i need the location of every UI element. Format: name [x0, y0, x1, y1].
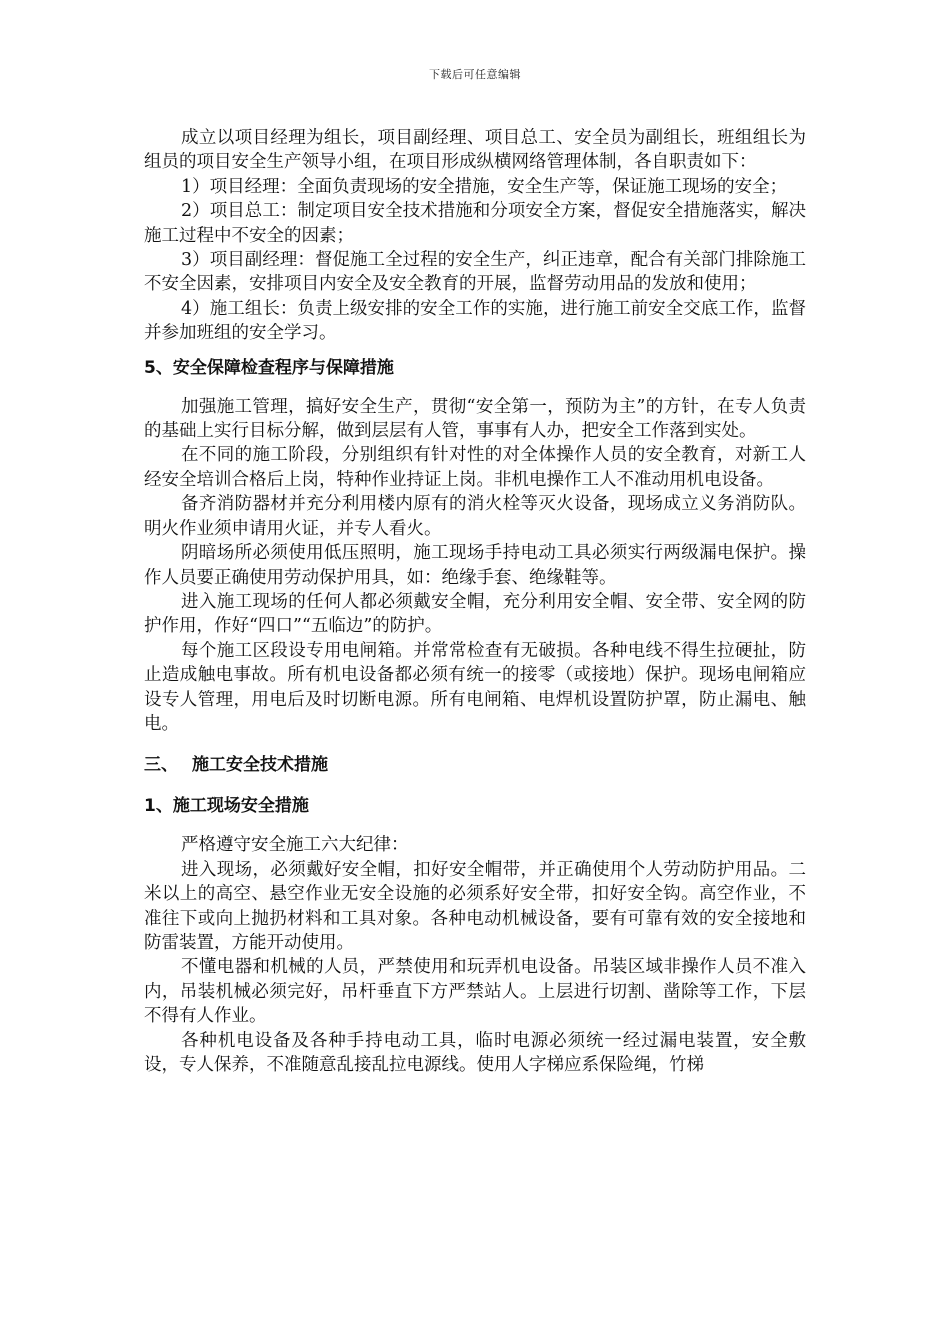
- body-paragraph: 进入施工现场的任何人都必须戴安全帽，充分利用安全帽、安全带、安全网的防护作用，作好“四口”“五临边”的防护。: [144, 591, 806, 637]
- body-paragraph: 每个施工区段设专用电闸箱。并常常检查有无破损。各种电线不得生拉硬扯，防止造成触电事故。所有机电设备都必须有统一的接零（或接地）保护。现场电闸箱应设专人管理，用电后及时切断电源。所有电闸箱、电焊机设置防护罩，防止漏电、触电。: [144, 640, 806, 734]
- duty-item-chief-engineer: 2）项目总工：制定项目安全技术措施和分项安全方案，督促安全措施落实，解决施工过程中不安全的因素；: [144, 201, 806, 246]
- body-paragraph: 阴暗场所必须使用低压照明，施工现场手持电动工具必须实行两级漏电保护。操作人员要正确使用劳动保护用具，如：绝缘手套、绝缘鞋等。: [144, 543, 806, 588]
- page-header-note: 下载后可任意编辑: [429, 68, 521, 81]
- body-paragraph: 不懂电器和机械的人员，严禁使用和玩弄机电设备。吊装区域非操作人员不准入内，吊装机械必须完好，吊杆垂直下方严禁站人。上层进行切割、凿除等工作，下层不得有人作业。: [144, 957, 806, 1027]
- document-body: [144, 126, 806, 1077]
- duty-item-project-manager: 1）项目经理：全面负责现场的安全措施，安全生产等，保证施工现场的安全；: [181, 176, 788, 197]
- body-paragraph: 严格遵守安全施工六大纪律：: [181, 835, 409, 856]
- body-paragraph: 在不同的施工阶段，分别组织有针对性的对全体操作人员的安全教育，对新工人经安全培训合格后上岗，特种作业持证上岗。非机电操作工人不准动用机电设备。: [144, 445, 806, 490]
- intro-paragraph: 成立以项目经理为组长，项目副经理、项目总工、安全员为副组长，班组组长为组员的项目安全生产领导小组，在项目形成纵横网络管理体制，各自职责如下：: [144, 128, 806, 173]
- body-paragraph: 进入现场，必须戴好安全帽，扣好安全帽带，并正确使用个人劳动防护用品。二米以上的高空、悬空作业无安全设施的必须系好安全带，扣好安全钩。高空作业，不准往下或向上抛扔材料和工具对象。各种电动机械设备，要有可靠有效的安全接地和防雷装置，方能开动使用。: [144, 859, 806, 953]
- section-heading-safety-inspection: 5、安全保障检查程序与保障措施: [144, 357, 394, 378]
- body-paragraph: 备齐消防器材并充分利用楼内原有的消火栓等灭火设备，现场成立义务消防队。明火作业须申请用火证，并专人看火。: [144, 494, 806, 539]
- chapter-title: 施工安全技术措施: [192, 755, 328, 776]
- chapter-number: 三、: [144, 755, 178, 776]
- duty-item-deputy-manager: 3）项目副经理：督促施工全过程的安全生产，纠正违章，配合有关部门排除施工不安全因素，安排项目内安全及安全教育的开展，监督劳动用品的发放和使用；: [144, 250, 806, 295]
- section-heading-site-safety: 1、施工现场安全措施: [144, 796, 309, 817]
- chapter-heading-construction-safety: [144, 753, 806, 777]
- duty-item-team-leader: 4）施工组长：负责上级安排的安全工作的实施，进行施工前安全交底工作，监督并参加班组的安全学习。: [144, 298, 806, 344]
- body-paragraph: 各种机电设备及各种手持电动工具，临时电源必须统一经过漏电装置，安全敷设，专人保养，不准随意乱接乱拉电源线。使用人字梯应系保险绳，竹梯: [144, 1030, 806, 1075]
- body-paragraph: 加强施工管理，搞好安全生产，贯彻“安全第一，预防为主”的方针，在专人负责的基础上实行目标分解，做到层层有人管，事事有人办，把安全工作落到实处。: [144, 396, 806, 442]
